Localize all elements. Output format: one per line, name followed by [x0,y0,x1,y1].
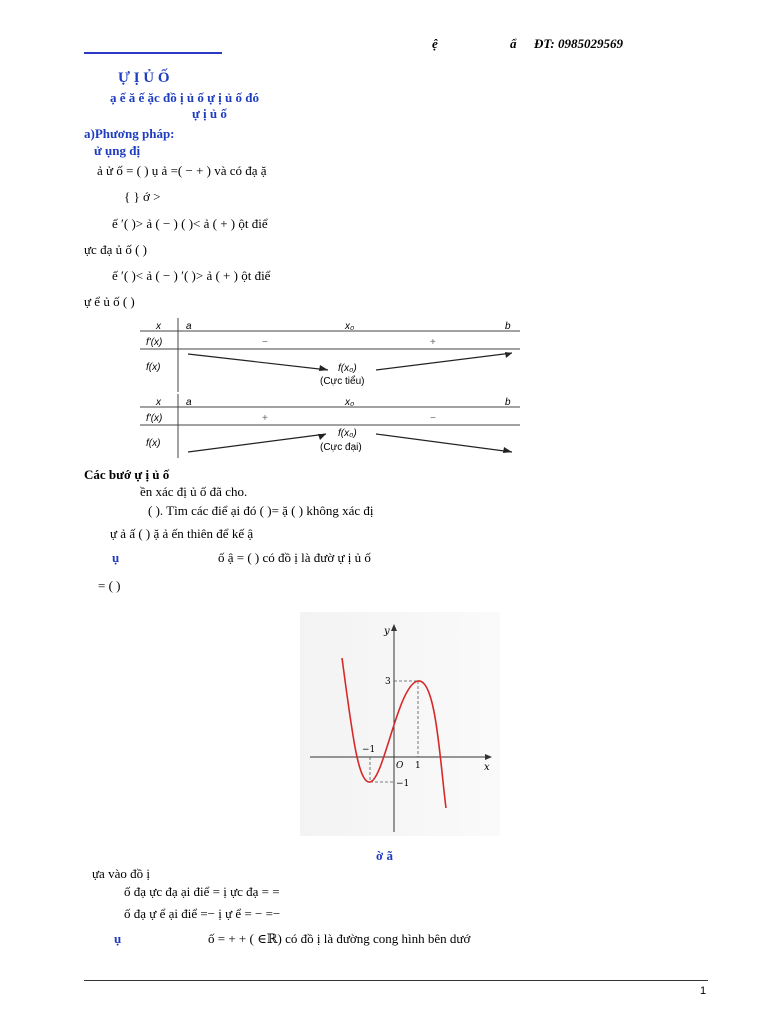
answer-line-2: ố đạ ự ể ại điể =− ị ự ể = − =− [124,906,281,921]
example2-text: ố = + + ( ∈ℝ) có đồ ị là đường cong hình bên dướ [208,931,471,946]
header-name-fragment: ệ [432,36,438,51]
section-subtitle-line1: ạ ế ă ế ặc đồ ị ủ ố ự ị ủ ố đó [110,90,260,105]
footer-rule [84,980,708,981]
page-number: 1 [700,985,707,997]
variation-table-maximum [140,394,520,458]
method-line-5: ế ′( )< ả ( − ) ′( )> ả ( + ) ột điể [112,268,271,283]
method-heading: a)Phương pháp: [84,126,175,141]
t2-a-label: a [186,397,192,408]
example1-text: ố ậ = ( ) có đồ ị là đườ ự ị ủ ố [218,550,371,565]
t2-x-label: x [156,397,161,408]
tick-y-3: 3 [385,677,391,687]
method-line-3: ế ′( )> ả ( − ) ( )< ả ( + ) ột điể [112,216,268,231]
t1-arrow-up [376,353,512,370]
t1-arrow-down [188,354,328,370]
t1-f-label: f(x) [146,362,161,373]
t1-sign-right: + [430,337,436,348]
t2-x0-label: x₀ [345,397,355,408]
origin-label: O [396,761,404,771]
tick-x-neg1: −1 [362,745,376,755]
t1-note: (Cực tiểu) [320,376,365,387]
t2-b-label: b [505,397,511,408]
method-line-2: { } ớ > [124,189,161,204]
section-title: Ự Ị Ủ Ố [118,70,170,86]
t2-fprime-label: f'(x) [146,413,163,424]
header-name-fragment-2: ẩ [510,36,517,51]
header-rule [84,52,222,54]
answer-line-0: ựa vào đồ ị [92,866,150,881]
t1-sign-left: − [262,337,268,348]
t2-arrow-up [188,434,326,452]
steps-heading: Các bướ ự ị ủ ố [84,467,170,482]
y-axis-label: y [384,626,390,637]
example1-label: ụ [112,550,120,565]
t2-sign-left: + [262,413,268,424]
method-subheading: ử ụng đị [94,143,141,158]
t2-sign-right: − [430,413,436,424]
t1-fprime-label: f'(x) [146,337,163,348]
tick-y-neg1: −1 [396,779,410,789]
t1-value: f(x₀) [338,363,357,374]
variation-table-minimum [140,318,520,392]
steps-line-1: ền xác đị ủ ố đã cho. [140,484,248,499]
t2-value: f(x₀) [338,428,357,439]
method-line-1: ả ử ố = ( ) ụ ả =( − + ) và có đạ ặ [97,163,267,178]
t1-x0-label: x₀ [345,321,355,332]
section-subtitle-line2: ự ị ủ ố [192,106,227,121]
t2-f-label: f(x) [146,438,161,449]
example1-cont: = ( ) [98,578,121,593]
t1-b-label: b [505,321,511,332]
t1-x-label: x [156,321,161,332]
function-graph [300,612,500,836]
steps-line-2: ( ). Tìm các điể ại đó ( )= ặ ( ) không xác đị [148,503,374,518]
steps-line-3: ự ả ấ ( ) ặ ả ến thiên để kế ậ [110,526,254,541]
t2-note: (Cực đại) [320,442,362,453]
method-line-6: ự ể ủ ố ( ) [84,294,135,309]
t1-a-label: a [186,321,192,332]
tick-x-1: 1 [415,761,421,771]
example2-label: ụ [114,931,122,946]
x-axis-label: x [484,762,490,773]
method-line-4: ực đạ ủ ố ( ) [84,242,147,257]
solution-caption: ờ ã [376,848,393,863]
answer-line-1: ố đạ ực đạ ại điể = ị ực đạ = = [124,884,280,899]
header-phone: ĐT: 0985029569 [534,36,623,51]
t2-arrow-down [376,434,512,452]
